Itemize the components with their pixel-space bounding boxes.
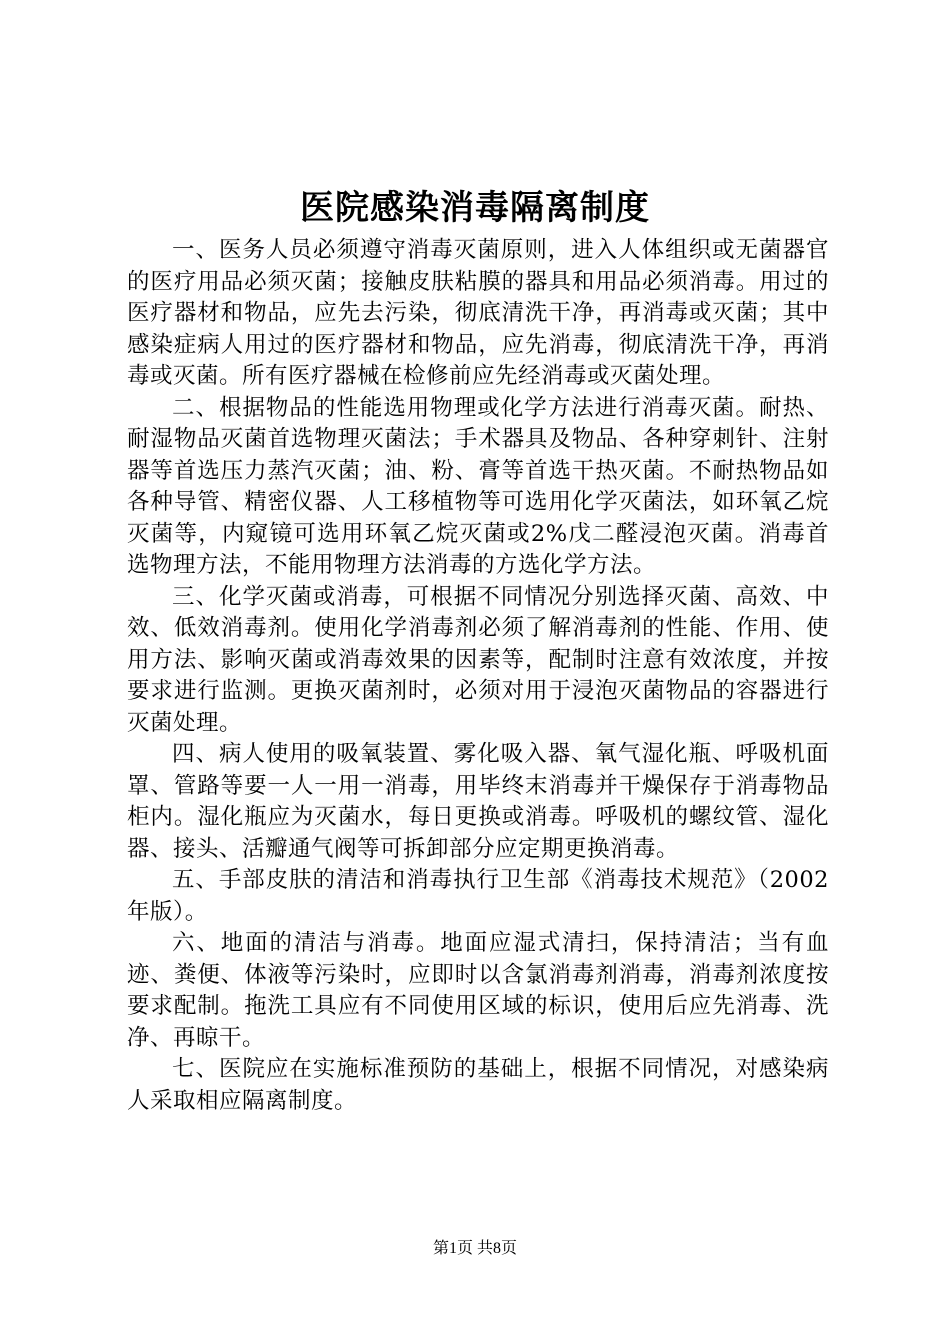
paragraph-6: 六、地面的清洁与消毒。地面应湿式清扫，保持清洁；当有血迹、粪便、体液等污染时，应即时以含氯消毒剂消毒，消毒剂浓度按要求配制。拖洗工具应有不同使用区域的标识，使用后应先消毒、洗净、再晾干。 [127, 930, 829, 1051]
paragraph-1: 一、医务人员必须遵守消毒灭菌原则，进入人体组织或无菌器官的医疗用品必须灭菌；接触皮肤粘膜的器具和用品必须消毒。用过的医疗器材和物品，应先去污染，彻底清洗干净，再消毒或灭菌；其中感染症病人用过的医疗器材和物品，应先消毒，彻底清洗干净，再消毒或灭菌。所有医疗器械在检修前应先经消毒或灭菌处理。 [127, 237, 829, 389]
document-body [127, 235, 829, 1117]
paragraph-3: 三、化学灭菌或消毒，可根据不同情况分别选择灭菌、高效、中效、低效消毒剂。使用化学消毒剂必须了解消毒剂的性能、作用、使用方法、影响灭菌或消毒效果的因素等，配制时注意有效浓度，并按要求进行监测。更换灭菌剂时，必须对用于浸泡灭菌物品的容器进行灭菌处理。 [127, 583, 829, 736]
paragraph-5: 五、手部皮肤的清洁和消毒执行卫生部《消毒技术规范》（2002年版）。 [127, 867, 829, 925]
paragraph-2: 二、根据物品的性能选用物理或化学方法进行消毒灭菌。耐热、耐湿物品灭菌首选物理灭菌法；手术器具及物品、各种穿刺针、注射器等首选压力蒸汽灭菌；油、粉、膏等首选干热灭菌。不耐热物品如各种导管、精密仪器、人工移植物等可选用化学灭菌法，如环氧乙烷灭菌等，内窥镜可选用环氧乙烷灭菌或2%戊二醛浸泡灭菌。消毒首选物理方法，不能用物理方法消毒的方选化学方法。 [127, 394, 829, 578]
page-number-footer: 第1页 共8页 [432, 1240, 517, 1257]
paragraph-4: 四、病人使用的吸氧装置、雾化吸入器、氧气湿化瓶、呼吸机面罩、管路等要一人一用一消毒，用毕终末消毒并干燥保存于消毒物品柜内。湿化瓶应为灭菌水，每日更换或消毒。呼吸机的螺纹管、湿化器、接头、活瓣通气阀等可拆卸部分应定期更换消毒。 [127, 741, 829, 862]
document-title: 医院感染消毒隔离制度 [300, 188, 650, 228]
paragraph-7: 七、医院应在实施标准预防的基础上，根据不同情况，对感染病人采取相应隔离制度。 [127, 1056, 829, 1114]
